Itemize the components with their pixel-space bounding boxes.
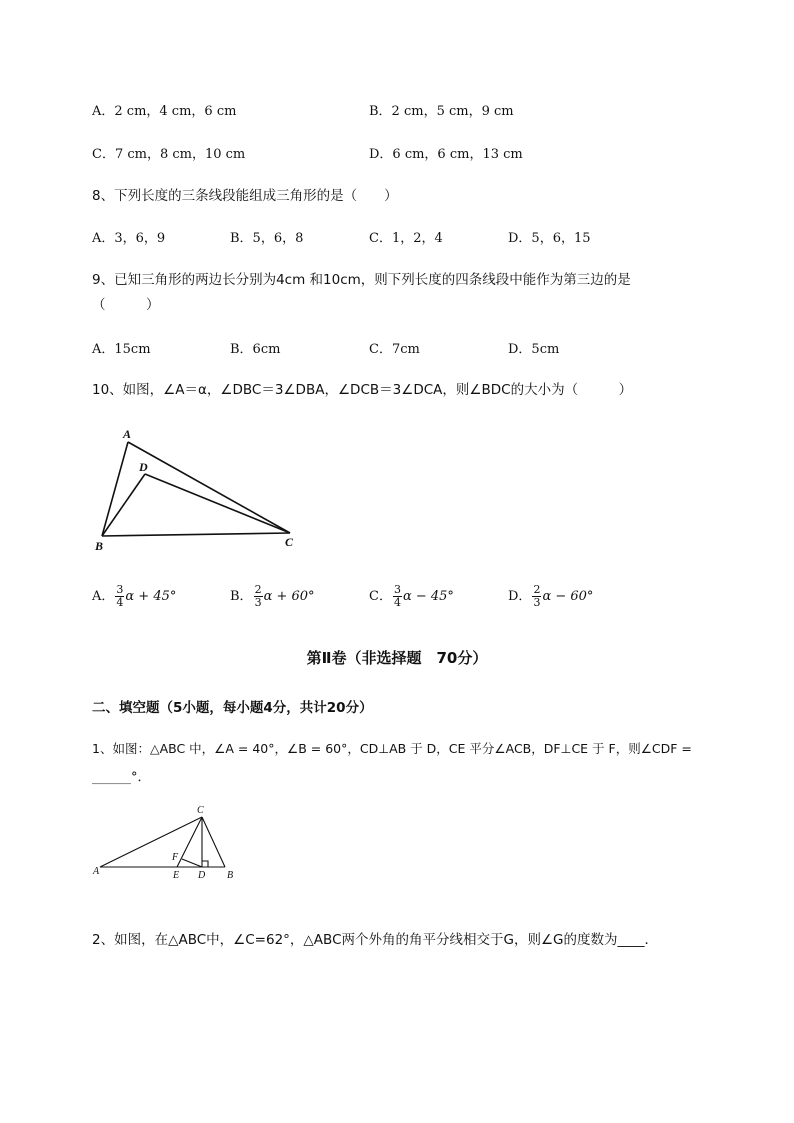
q10-option-b	[230, 584, 315, 609]
option-expression: α − 45°	[402, 589, 454, 604]
fraction-denominator: 3	[254, 596, 262, 609]
fraction-denominator: 3	[533, 596, 541, 609]
segment-ac	[100, 817, 202, 867]
fill1-answer-blank: ______°．	[92, 770, 151, 785]
segment-ac	[128, 442, 290, 533]
q7-option-d: D．6 cm，6 cm，13 cm	[369, 147, 523, 162]
fraction	[254, 584, 263, 609]
q10-option-c	[369, 584, 454, 609]
q9-option-c: C．7cm	[369, 342, 420, 357]
fill2-stem: 2、如图，在△ABC中，∠C=62°，△ABC两个外角的角平分线相交于G，则∠G的度数为____．	[92, 932, 659, 948]
fraction	[115, 584, 124, 609]
vertex-label-c: C	[197, 805, 204, 816]
fill1-stem: 1、如图：△ABC 中，∠A = 40°，∠B = 60°，CD⊥AB 于 D，CE 平分∠ACB，DF⊥CE 于 F，则∠CDF =	[92, 741, 692, 756]
right-angle-mark	[202, 861, 208, 867]
segment-df	[182, 859, 202, 867]
q10-option-d	[508, 584, 593, 609]
vertex-label-b: B	[227, 870, 234, 878]
fraction-numerator: 2	[533, 583, 541, 596]
fraction-numerator: 3	[116, 583, 124, 596]
section-heading: 二、填空题（5小题，每小题4分，共计20分）	[92, 700, 373, 716]
option-letter: A．	[92, 589, 115, 604]
option-expression: α − 60°	[542, 589, 594, 604]
q10-triangle-figure	[90, 422, 310, 554]
q8-option-b: B．5，6，8	[230, 231, 304, 246]
option-letter: C．	[369, 589, 392, 604]
vertex-label-d: D	[139, 460, 148, 474]
segment-cb	[202, 817, 225, 867]
option-letter: B．	[230, 589, 253, 604]
fraction	[532, 584, 541, 609]
fraction-denominator: 4	[393, 596, 401, 609]
vertex-label-c: C	[285, 535, 294, 549]
q8-stem: 8、下列长度的三条线段能组成三角形的是（ ）	[92, 188, 398, 204]
q7-option-c: C．7 cm，8 cm，10 cm	[92, 147, 246, 162]
segment-ab	[102, 442, 128, 536]
q9-option-a: A．15cm	[92, 342, 151, 357]
fraction-denominator: 4	[116, 596, 124, 609]
q9-option-d: D．5cm	[508, 342, 560, 357]
vertex-label-a: A	[93, 866, 100, 877]
q9-answer-blank: （ ）	[92, 297, 160, 313]
q9-stem: 9、已知三角形的两边长分别为4cm 和10cm，则下列长度的四条线段中能作为第三边的是	[92, 272, 631, 288]
part-two-title: 第Ⅱ卷（非选择题 70分）	[306, 649, 488, 667]
fraction-numerator: 2	[254, 583, 262, 596]
segment-dc	[145, 474, 290, 533]
fraction	[393, 584, 402, 609]
option-expression: α + 45°	[125, 589, 177, 604]
q7-option-b: B．2 cm，5 cm，9 cm	[369, 104, 514, 119]
vertex-label-d: D	[198, 870, 206, 878]
segment-bc	[102, 533, 290, 536]
vertex-label-f: F	[172, 852, 179, 863]
segment-ce	[177, 817, 202, 867]
vertex-label-a: A	[123, 427, 132, 441]
fill1-triangle-figure	[90, 802, 240, 878]
option-letter: D．	[508, 589, 532, 604]
q10-stem: 10、如图，∠A＝α，∠DBC＝3∠DBA，∠DCB＝3∠DCA，则∠BDC的大小为（ ）	[92, 382, 633, 398]
vertex-label-e: E	[173, 870, 180, 878]
q10-option-a	[92, 584, 176, 609]
q8-option-c: C．1，2，4	[369, 231, 443, 246]
q9-option-b: B．6cm	[230, 342, 281, 357]
vertex-label-b: B	[95, 539, 104, 553]
q8-option-a: A．3，6，9	[92, 231, 166, 246]
fraction-numerator: 3	[393, 583, 401, 596]
segment-bd	[102, 474, 145, 536]
option-expression: α + 60°	[263, 589, 315, 604]
q8-option-d: D．5，6，15	[508, 231, 591, 246]
q7-option-a: A．2 cm，4 cm，6 cm	[92, 104, 237, 119]
